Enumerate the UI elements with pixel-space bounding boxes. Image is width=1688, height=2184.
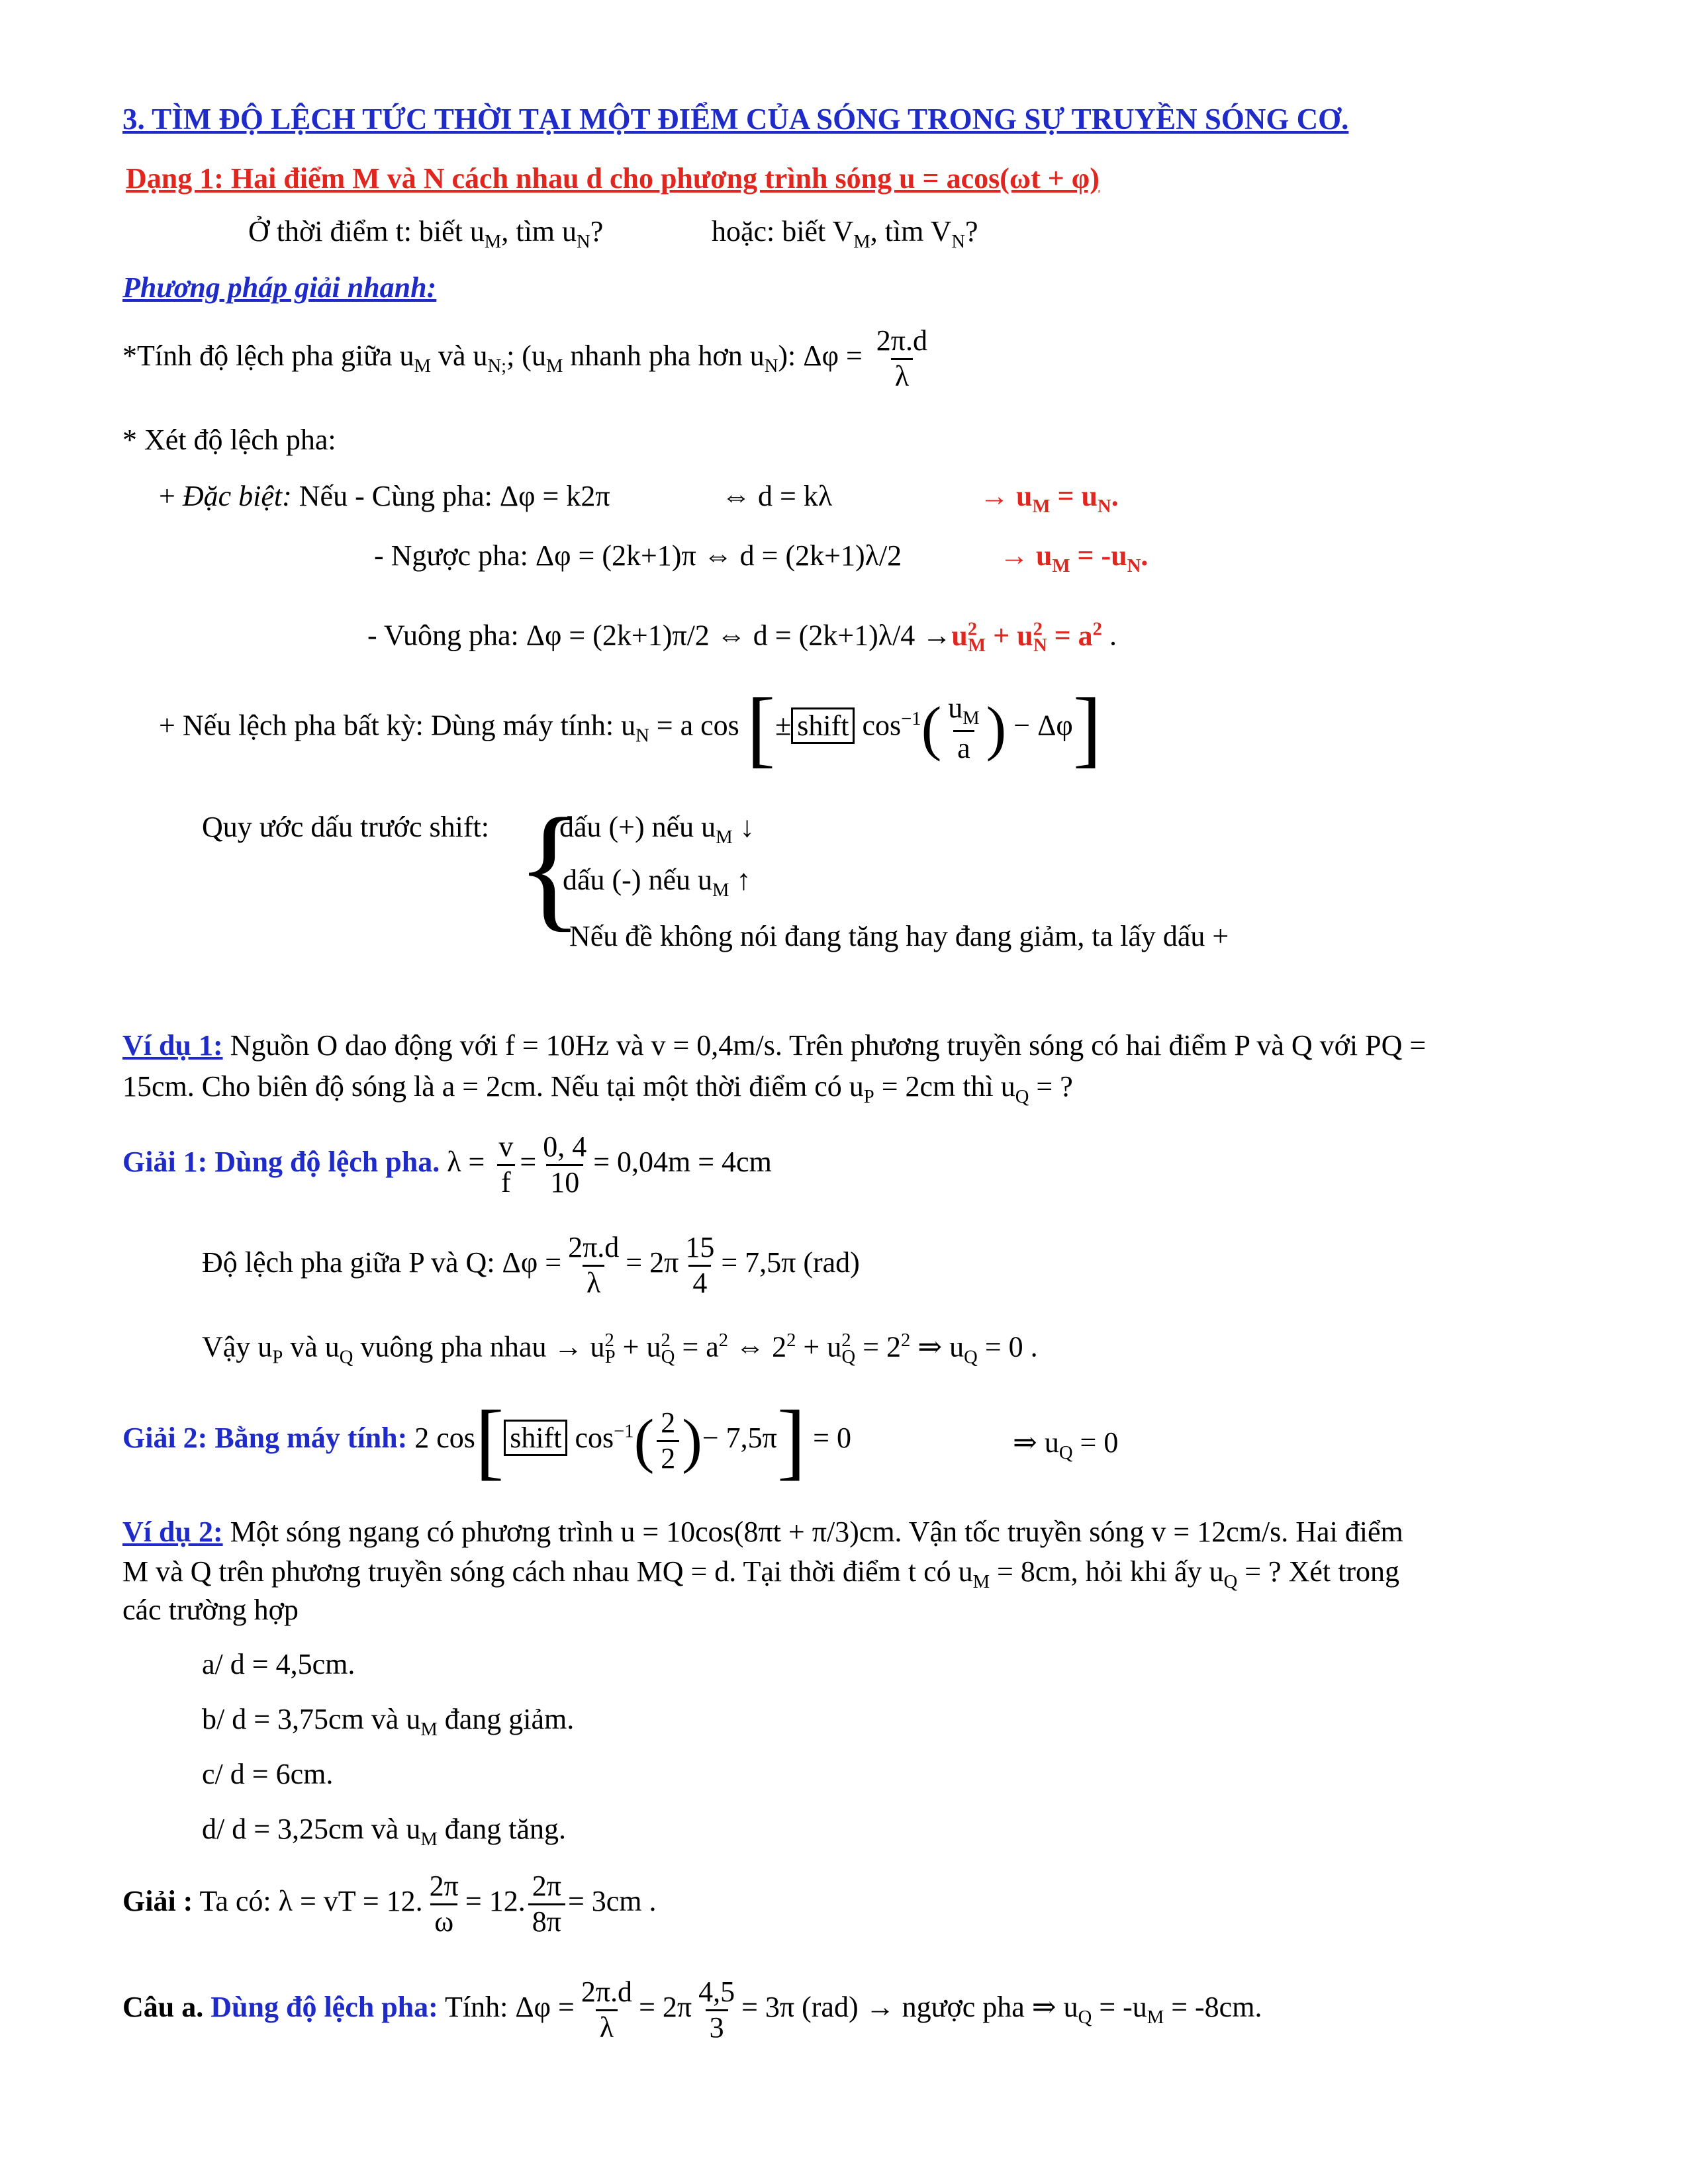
example2-case-d: d/ d = 3,25cm và $u_M$ đang tăng. bbox=[202, 1813, 567, 1850]
dang1-question-alt: hoặc: biết $V_M$, tìm $V_N$? bbox=[712, 215, 978, 252]
part-a-solution: Câu a. Dùng độ lệch pha: Tính: Δφ = $\frac{2\pi.d}{\lambda}$ = 2π $\frac{4,5}{3}$ = 3π (rad) → ngược pha ⇒ $u_Q = -u_M = -8cm$. bbox=[122, 1976, 1262, 2044]
phase-diff-formula: *Tính độ lệch pha giữa $u_M$ và $u_{N;}$; ($u_M$ nhanh pha hơn $u_N$): Δφ = $\frac{2\pi.d}{\lambda}$ bbox=[122, 324, 934, 393]
example2-line2: M và Q trên phương truyền sóng cách nhau MQ = d. Tại thời điểm t có $u_M = 8cm$, hỏi khi ấy $u_Q$ = ? Xét trong bbox=[122, 1555, 1399, 1592]
section-heading: 3. TÌM ĐỘ LỆCH TỨC THỜI TẠI MỘT ĐIỂM CỦA SÓNG TRONG SỰ TRUYỀN SÓNG CƠ. bbox=[122, 103, 1349, 136]
example2-case-b: b/ d = 3,75cm và $u_M$ đang giảm. bbox=[202, 1703, 575, 1740]
xet-label: * Xét độ lệch pha: bbox=[122, 424, 336, 456]
shift-key: shift bbox=[791, 707, 855, 744]
method-title: Phương pháp giải nhanh: bbox=[122, 271, 437, 304]
example1-line1: Ví dụ 1: Nguồn O dao động với f = 10Hz và v = 0,4m/s. Trên phương truyền sóng có hai điểm P và Q với PQ = bbox=[122, 1029, 1427, 1062]
example2-line3: các trường hợp bbox=[122, 1594, 299, 1626]
solution2-calculator: Giải 2: Bằng máy tính: 2 cos[ shift $\cos^{-1}$( $\frac{2}{2}$ )− 7,5π] = 0 bbox=[122, 1393, 851, 1489]
solution1-conclusion: Vậy $u_P$ và $u_Q$ vuông pha nhau → $u^2_P + u^2_Q = a^2$ ⇔ $2^2 + u^2_Q = 2^2$ ⇒ $u_Q = 0$ . bbox=[202, 1330, 1038, 1368]
example2-case-a: a/ d = 4,5cm. bbox=[202, 1648, 355, 1680]
solution1-wavelength: Giải 1: Dùng độ lệch pha. λ = $\frac{v}{f}$ = $\frac{0, 4}{10}$ = 0,04m = 4cm bbox=[122, 1130, 772, 1199]
case-in-phase-d: ⇔ d = kλ bbox=[722, 480, 833, 512]
case-opposite-result: → $u_M = -u_N$. bbox=[1000, 539, 1149, 576]
case-opposite-phase: - Ngược pha: Δφ = (2k+1)π ⇔ d = (2k+1)λ/2 bbox=[374, 539, 902, 572]
case-quadrature: - Vuông pha: Δφ = (2k+1)π/2 ⇔ $d = (2k+1)\lambda/4 \to u^2_M + u^2_N = a^2$ . bbox=[367, 619, 1117, 657]
case-in-phase: + Đặc biệt: Nếu - Cùng pha: Δφ = k2π bbox=[159, 480, 610, 512]
example2-case-c: c/ d = 6cm. bbox=[202, 1758, 334, 1790]
sign-rule-lead: Quy ước dấu trước shift: bbox=[202, 811, 489, 843]
sign-rule-2: dấu (-) nếu $u_M$ ↑ bbox=[563, 864, 751, 901]
case-in-phase-result: → $u_M = u_N$. bbox=[980, 480, 1119, 517]
example2-line1: Ví dụ 2: Một sóng ngang có phương trình u = 10cos(8πt + π/3)cm. Vận tốc truyền sóng v = 12cm/s. Hai điểm bbox=[122, 1516, 1403, 1548]
dang1-title: Dạng 1: Hai điểm M và N cách nhau d cho phương trình sóng u = acos(ωt + φ) bbox=[126, 162, 1100, 195]
sign-rule-3: Nếu đề không nói đang tăng hay đang giảm, ta lấy dấu + bbox=[569, 920, 1229, 952]
dang1-question: Ở thời điểm t: biết $u_M$, tìm $u_N$? bbox=[248, 215, 604, 252]
sign-rule-1: dấu (+) nếu $u_M$ ↓ bbox=[559, 811, 755, 848]
curly-brace-icon: { bbox=[516, 790, 583, 944]
solution2-result: ⇒ $u_Q = 0$ bbox=[1013, 1426, 1119, 1463]
general-case-formula: + Nếu lệch pha bất kỳ: Dùng máy tính: $u_N = a$ cos [± shift $\cos^{-1}$( $\frac{u_M}{a}$ ) − Δφ] bbox=[159, 680, 1102, 776]
phase-diff-fraction: $\frac{2\pi.d}{\lambda}$ bbox=[876, 324, 927, 392]
general-fraction: $\frac{u_M}{a}$ bbox=[948, 692, 980, 764]
shift-key-2: shift bbox=[504, 1420, 567, 1456]
example1-line2: 15cm. Cho biên độ sóng là a = 2cm. Nếu tại một thời điểm có $u_P = 2cm$ thì $u_Q$ = ? bbox=[122, 1070, 1073, 1107]
solution1-phase: Độ lệch pha giữa P và Q: Δφ = $\frac{2\pi.d}{\lambda}$ = 2π $\frac{15}{4}$ = 7,5π (rad) bbox=[202, 1231, 860, 1299]
solution3-wavelength: Giải : Ta có: λ = vT = 12. $\frac{2\pi}{\omega}$ = 12. $\frac{2\pi}{8\pi}$ = 3cm . bbox=[122, 1870, 657, 1938]
